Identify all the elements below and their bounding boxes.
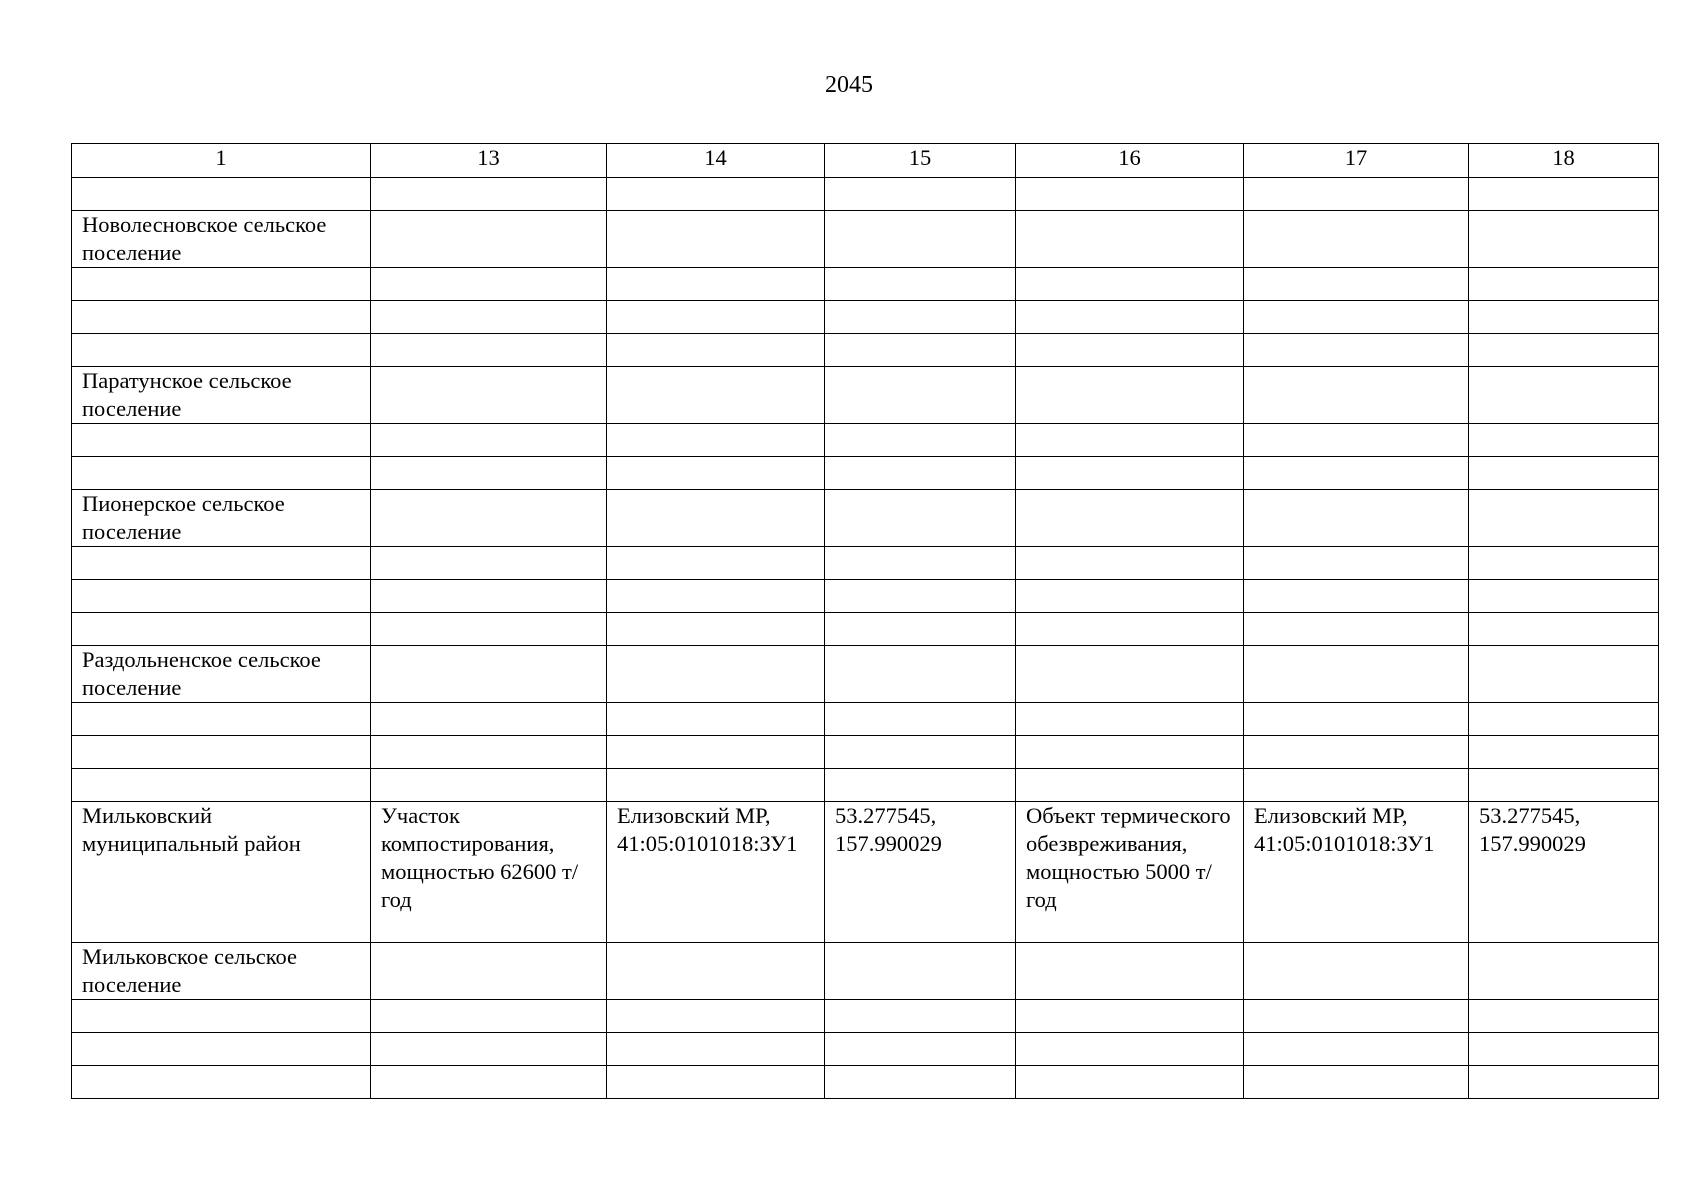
table-cell	[72, 334, 371, 367]
table-cell	[371, 580, 607, 613]
table-header-row	[72, 144, 1659, 178]
table-cell	[607, 334, 825, 367]
table-cell	[1244, 211, 1469, 268]
table-cell	[607, 1066, 825, 1099]
table-cell	[1469, 457, 1659, 490]
table-cell	[1469, 367, 1659, 424]
table-cell	[1016, 646, 1244, 703]
table-row	[72, 646, 1659, 703]
table-cell	[607, 457, 825, 490]
column-header: 16	[1016, 144, 1244, 178]
table-cell	[1016, 334, 1244, 367]
table-cell	[825, 1000, 1016, 1033]
table-cell	[1244, 1033, 1469, 1066]
table-cell	[1016, 736, 1244, 769]
table-cell	[371, 334, 607, 367]
table-cell	[1244, 1000, 1469, 1033]
table-row	[72, 1000, 1659, 1033]
table-cell	[607, 769, 825, 802]
table-cell: Раздольненское сельское поселение	[72, 646, 371, 703]
table-cell	[1469, 943, 1659, 1000]
table-cell	[72, 736, 371, 769]
table-cell	[1469, 301, 1659, 334]
table-cell	[1244, 580, 1469, 613]
column-header: 1	[72, 144, 371, 178]
table-cell	[1469, 334, 1659, 367]
table-cell: Мильковское сельское поселение	[72, 943, 371, 1000]
page-number: 2045	[825, 72, 873, 98]
table-cell	[1244, 178, 1469, 211]
table-cell: 53.277545, 157.990029	[825, 802, 1016, 943]
table-cell	[1469, 769, 1659, 802]
table-cell	[1469, 268, 1659, 301]
table-cell	[72, 301, 371, 334]
table-cell	[607, 1000, 825, 1033]
table-cell	[371, 1066, 607, 1099]
table-cell	[1469, 1033, 1659, 1066]
table-cell: Пионерское сельское поселение	[72, 490, 371, 547]
table-cell	[1244, 268, 1469, 301]
table-row	[72, 1033, 1659, 1066]
table-cell	[607, 1033, 825, 1066]
table-cell	[607, 268, 825, 301]
table-cell: Паратунское сельское поселение	[72, 367, 371, 424]
table-cell	[1016, 211, 1244, 268]
table-cell	[1244, 646, 1469, 703]
table-row	[72, 334, 1659, 367]
table-cell	[371, 769, 607, 802]
table-cell	[1016, 457, 1244, 490]
table-row	[72, 490, 1659, 547]
table-cell	[1469, 547, 1659, 580]
table-cell	[1244, 613, 1469, 646]
table-cell	[607, 211, 825, 268]
table-cell	[1244, 769, 1469, 802]
table-cell	[1244, 703, 1469, 736]
column-header: 18	[1469, 144, 1659, 178]
table-cell	[825, 268, 1016, 301]
table-cell	[825, 703, 1016, 736]
table-cell	[1016, 769, 1244, 802]
table-cell	[607, 736, 825, 769]
table-cell	[1244, 943, 1469, 1000]
table-cell	[371, 703, 607, 736]
table-row	[72, 1066, 1659, 1099]
table-cell	[72, 769, 371, 802]
table-cell	[825, 367, 1016, 424]
table-cell	[72, 1033, 371, 1066]
table-cell	[371, 646, 607, 703]
table-cell	[1244, 736, 1469, 769]
table-cell	[1469, 646, 1659, 703]
column-header: 15	[825, 144, 1016, 178]
table-cell	[1016, 547, 1244, 580]
table-cell	[607, 178, 825, 211]
table-row	[72, 367, 1659, 424]
table-cell	[371, 613, 607, 646]
table-row	[72, 547, 1659, 580]
table-cell	[825, 769, 1016, 802]
table-cell	[607, 367, 825, 424]
table-cell	[1016, 178, 1244, 211]
table-cell	[825, 490, 1016, 547]
table-row	[72, 457, 1659, 490]
table-cell	[607, 613, 825, 646]
table-row	[72, 613, 1659, 646]
table-cell	[825, 736, 1016, 769]
table-cell: Мильковский муниципальный район	[72, 802, 371, 943]
table-cell	[371, 367, 607, 424]
table-cell	[825, 580, 1016, 613]
table-cell	[825, 457, 1016, 490]
table-cell	[1016, 268, 1244, 301]
table-row	[72, 178, 1659, 211]
table-cell	[825, 211, 1016, 268]
table-cell	[607, 580, 825, 613]
table-cell: Елизовский МР, 41:05:0101018:ЗУ1	[607, 802, 825, 943]
table-cell	[825, 334, 1016, 367]
table-cell	[371, 1033, 607, 1066]
table-cell	[371, 301, 607, 334]
table-cell	[1016, 1033, 1244, 1066]
table-cell	[1244, 424, 1469, 457]
table-cell	[1469, 490, 1659, 547]
table-cell	[607, 424, 825, 457]
table-cell	[825, 1066, 1016, 1099]
table-cell	[825, 1033, 1016, 1066]
table-cell	[825, 178, 1016, 211]
table-cell	[72, 703, 371, 736]
table-cell	[72, 547, 371, 580]
table-cell: Объект термического обезвреживания, мощностью 5000 т/год	[1016, 802, 1244, 943]
table-cell	[72, 178, 371, 211]
table-cell	[1469, 1000, 1659, 1033]
table-cell	[1469, 613, 1659, 646]
data-table	[71, 143, 1659, 1099]
table-row	[72, 268, 1659, 301]
table-cell	[1016, 1000, 1244, 1033]
table-cell	[371, 268, 607, 301]
table-cell	[72, 424, 371, 457]
table-cell	[825, 301, 1016, 334]
table-cell	[607, 943, 825, 1000]
table-cell	[607, 547, 825, 580]
table-cell	[825, 613, 1016, 646]
table-cell	[607, 490, 825, 547]
table-cell	[1016, 490, 1244, 547]
table-cell	[371, 490, 607, 547]
table-row	[72, 769, 1659, 802]
table-cell	[1016, 1066, 1244, 1099]
table-body	[72, 178, 1659, 1099]
table-cell	[1469, 580, 1659, 613]
table-cell	[1469, 211, 1659, 268]
table-cell	[371, 178, 607, 211]
table-row	[72, 580, 1659, 613]
table-row	[72, 211, 1659, 268]
table-cell: Участок компостирования, мощностью 62600 т/год	[371, 802, 607, 943]
table-cell	[825, 424, 1016, 457]
table-row	[72, 802, 1659, 943]
table-row	[72, 703, 1659, 736]
table-cell	[1244, 490, 1469, 547]
table-row	[72, 301, 1659, 334]
table-cell	[607, 646, 825, 703]
column-header: 14	[607, 144, 825, 178]
table-cell: 53.277545, 157.990029	[1469, 802, 1659, 943]
table-cell	[1469, 424, 1659, 457]
table-cell	[72, 268, 371, 301]
column-header: 13	[371, 144, 607, 178]
table-cell	[371, 1000, 607, 1033]
table-cell	[1469, 736, 1659, 769]
table-cell	[371, 457, 607, 490]
table-cell	[1244, 301, 1469, 334]
table-cell	[1016, 424, 1244, 457]
table-cell	[1016, 301, 1244, 334]
column-header: 17	[1244, 144, 1469, 178]
table-cell	[825, 943, 1016, 1000]
table-cell	[1244, 1066, 1469, 1099]
table-cell	[72, 613, 371, 646]
table-cell	[1469, 178, 1659, 211]
table-cell	[1244, 334, 1469, 367]
table-cell	[607, 703, 825, 736]
table-cell	[1244, 547, 1469, 580]
table-row	[72, 736, 1659, 769]
table-cell	[371, 547, 607, 580]
table-cell: Елизовский МР, 41:05:0101018:ЗУ1	[1244, 802, 1469, 943]
table-cell	[825, 547, 1016, 580]
table-cell	[371, 424, 607, 457]
table-cell: Новолесновское сельское поселение	[72, 211, 371, 268]
table-cell	[72, 1000, 371, 1033]
table-cell	[607, 301, 825, 334]
table-cell	[1469, 1066, 1659, 1099]
table-cell	[1016, 703, 1244, 736]
table-cell	[371, 211, 607, 268]
table-cell	[1016, 580, 1244, 613]
table-row	[72, 424, 1659, 457]
table-row	[72, 943, 1659, 1000]
table-cell	[72, 457, 371, 490]
table-cell	[1244, 457, 1469, 490]
table-cell	[1016, 613, 1244, 646]
table-cell	[371, 943, 607, 1000]
table-cell	[371, 736, 607, 769]
table-cell	[825, 646, 1016, 703]
table-cell	[72, 580, 371, 613]
table-cell	[72, 1066, 371, 1099]
table-cell	[1016, 943, 1244, 1000]
table-cell	[1016, 367, 1244, 424]
table-cell	[1244, 367, 1469, 424]
table-cell	[1469, 703, 1659, 736]
